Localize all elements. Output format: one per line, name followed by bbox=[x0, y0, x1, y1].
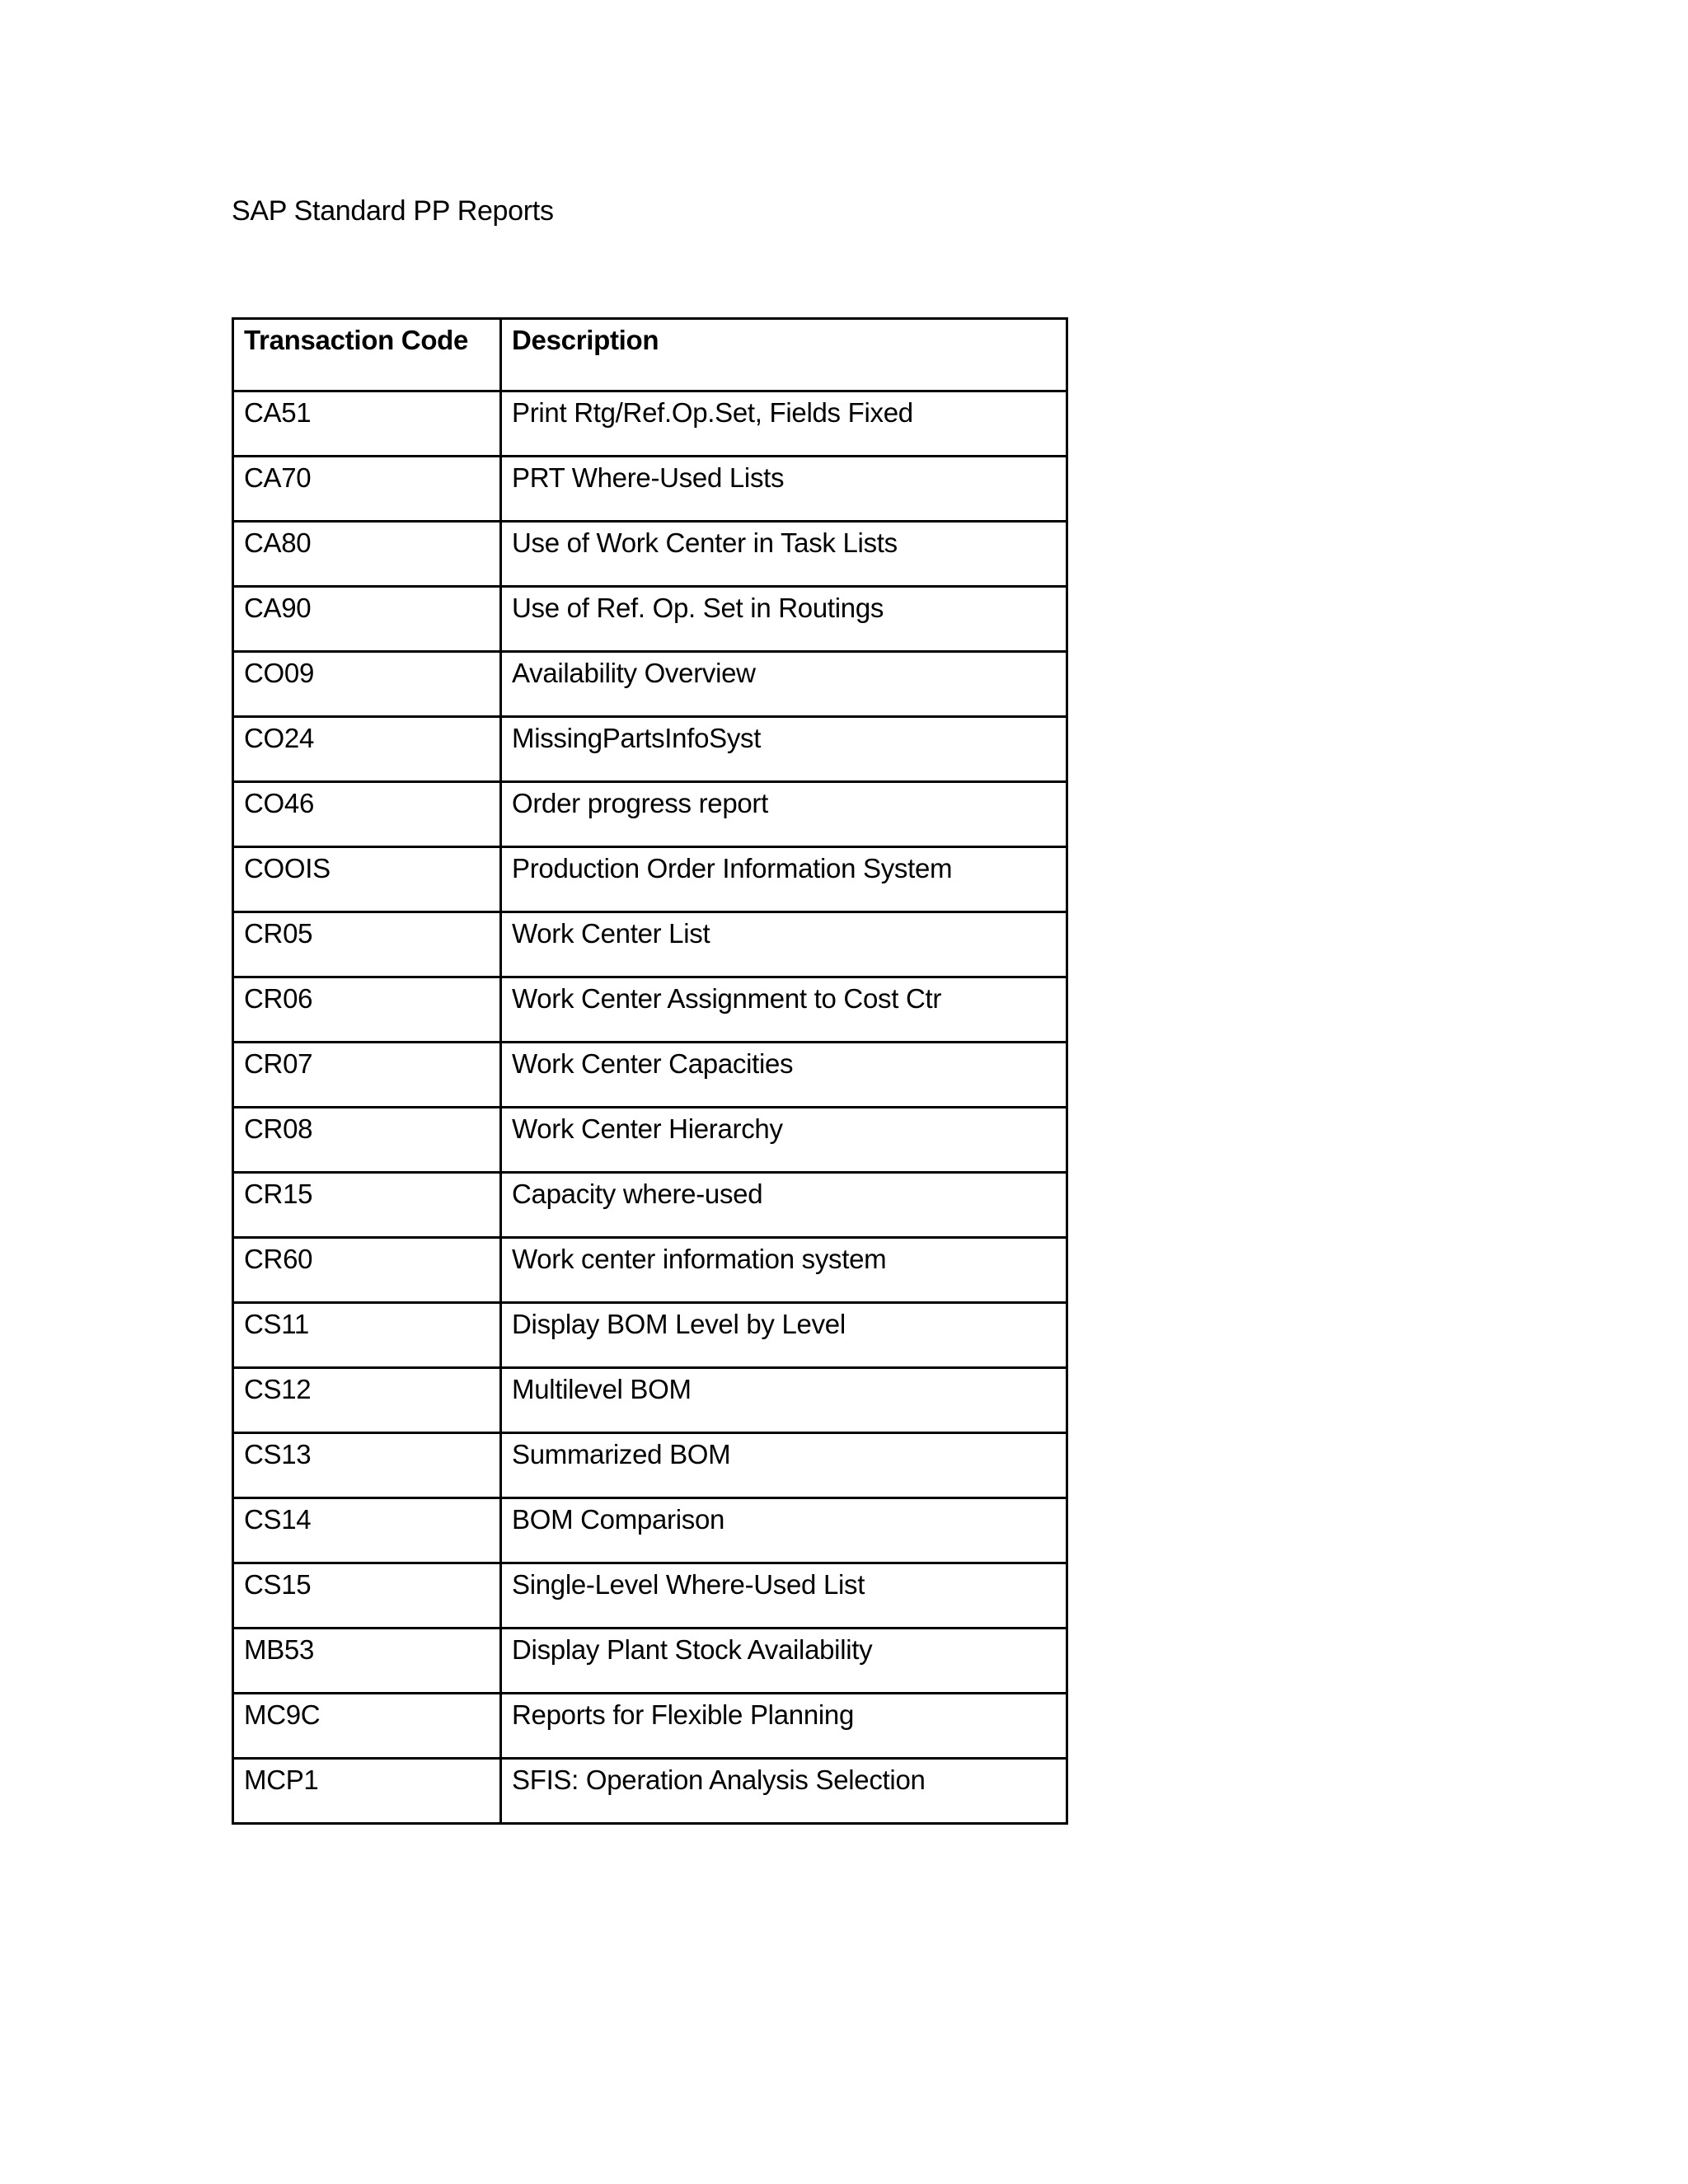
table-row bbox=[233, 1629, 1067, 1694]
description-cell: Single-Level Where-Used List bbox=[501, 1563, 1067, 1629]
table-row bbox=[233, 652, 1067, 717]
transaction-code-cell: CA70 bbox=[233, 457, 501, 522]
description-cell: Display Plant Stock Availability bbox=[501, 1629, 1067, 1694]
transaction-code-cell: CS11 bbox=[233, 1303, 501, 1368]
document-title: SAP Standard PP Reports bbox=[232, 195, 554, 227]
table-header-row bbox=[233, 319, 1067, 391]
transaction-code-cell: CS15 bbox=[233, 1563, 501, 1629]
transaction-code-cell: CS12 bbox=[233, 1368, 501, 1433]
transaction-code-cell: CO09 bbox=[233, 652, 501, 717]
table-row bbox=[233, 782, 1067, 847]
table-row bbox=[233, 1108, 1067, 1173]
description-cell: BOM Comparison bbox=[501, 1498, 1067, 1563]
transaction-code-cell: CR07 bbox=[233, 1043, 501, 1108]
description-cell: MissingPartsInfoSyst bbox=[501, 717, 1067, 782]
transaction-code-cell: CA51 bbox=[233, 391, 501, 457]
description-cell: Order progress report bbox=[501, 782, 1067, 847]
column-header-description: Description bbox=[501, 319, 1067, 391]
description-cell: Work Center Assignment to Cost Ctr bbox=[501, 977, 1067, 1043]
table-row bbox=[233, 717, 1067, 782]
transaction-code-cell: CR15 bbox=[233, 1173, 501, 1238]
description-cell: Availability Overview bbox=[501, 652, 1067, 717]
description-cell: Use of Ref. Op. Set in Routings bbox=[501, 587, 1067, 652]
table-row bbox=[233, 1043, 1067, 1108]
table-row bbox=[233, 1759, 1067, 1824]
description-cell: Work Center Hierarchy bbox=[501, 1108, 1067, 1173]
transaction-code-cell: CO46 bbox=[233, 782, 501, 847]
table-body bbox=[233, 391, 1067, 1824]
description-cell: PRT Where-Used Lists bbox=[501, 457, 1067, 522]
description-cell: Work Center List bbox=[501, 912, 1067, 977]
transaction-code-cell: CR05 bbox=[233, 912, 501, 977]
table-row bbox=[233, 1563, 1067, 1629]
table-row bbox=[233, 1368, 1067, 1433]
transaction-code-cell: CR08 bbox=[233, 1108, 501, 1173]
table-row bbox=[233, 522, 1067, 587]
table-row bbox=[233, 847, 1067, 912]
transaction-code-cell: MC9C bbox=[233, 1694, 501, 1759]
transaction-code-cell: CA90 bbox=[233, 587, 501, 652]
description-cell: Work center information system bbox=[501, 1238, 1067, 1303]
table-row bbox=[233, 587, 1067, 652]
description-cell: Work Center Capacities bbox=[501, 1043, 1067, 1108]
description-cell: Use of Work Center in Task Lists bbox=[501, 522, 1067, 587]
table-row bbox=[233, 977, 1067, 1043]
table-row bbox=[233, 1694, 1067, 1759]
table-row bbox=[233, 1238, 1067, 1303]
transaction-code-cell: CR06 bbox=[233, 977, 501, 1043]
transaction-code-cell: MB53 bbox=[233, 1629, 501, 1694]
description-cell: Reports for Flexible Planning bbox=[501, 1694, 1067, 1759]
table-row bbox=[233, 1498, 1067, 1563]
description-cell: Print Rtg/Ref.Op.Set, Fields Fixed bbox=[501, 391, 1067, 457]
table-row bbox=[233, 391, 1067, 457]
table-row bbox=[233, 1303, 1067, 1368]
transaction-code-cell: MCP1 bbox=[233, 1759, 501, 1824]
table-row bbox=[233, 912, 1067, 977]
table-row bbox=[233, 457, 1067, 522]
column-header-transaction-code: Transaction Code bbox=[233, 319, 501, 391]
transaction-code-cell: CS14 bbox=[233, 1498, 501, 1563]
description-cell: Summarized BOM bbox=[501, 1433, 1067, 1498]
description-cell: Display BOM Level by Level bbox=[501, 1303, 1067, 1368]
description-cell: Production Order Information System bbox=[501, 847, 1067, 912]
transaction-code-cell: CR60 bbox=[233, 1238, 501, 1303]
description-cell: SFIS: Operation Analysis Selection bbox=[501, 1759, 1067, 1824]
transaction-code-cell: CO24 bbox=[233, 717, 501, 782]
reports-table bbox=[232, 317, 1068, 1825]
transaction-code-cell: CS13 bbox=[233, 1433, 501, 1498]
description-cell: Multilevel BOM bbox=[501, 1368, 1067, 1433]
table-row bbox=[233, 1433, 1067, 1498]
table-row bbox=[233, 1173, 1067, 1238]
description-cell: Capacity where-used bbox=[501, 1173, 1067, 1238]
transaction-code-cell: COOIS bbox=[233, 847, 501, 912]
transaction-code-cell: CA80 bbox=[233, 522, 501, 587]
